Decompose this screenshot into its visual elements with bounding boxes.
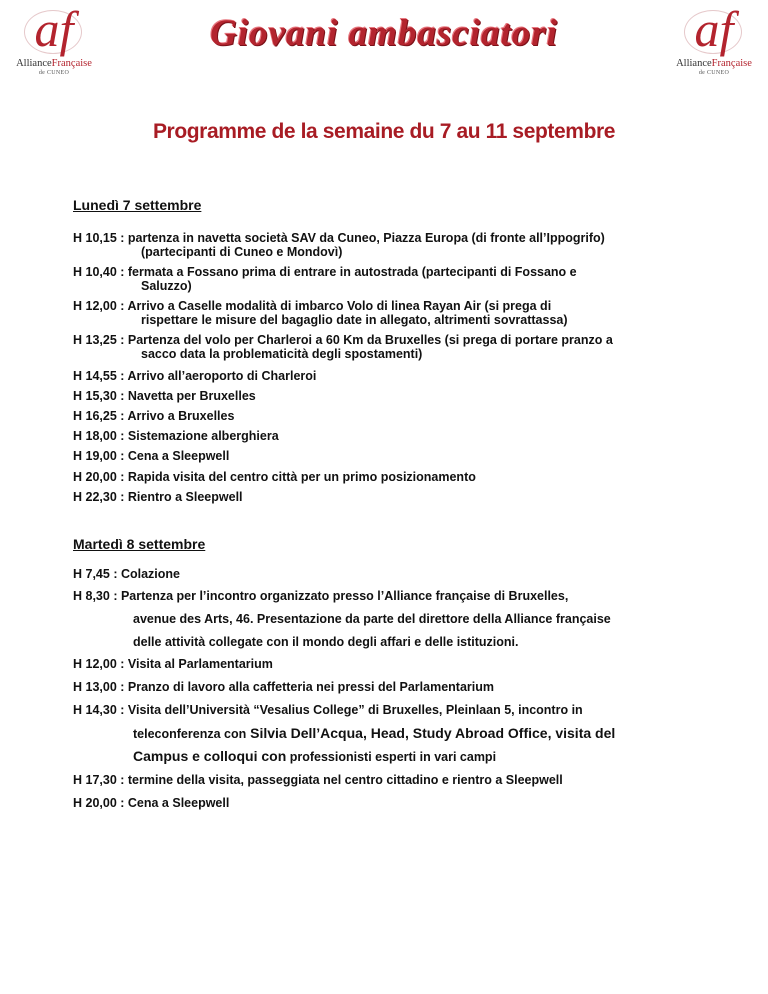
- schedule-entry: H 20,00 : Cena a Sleepwell: [73, 796, 230, 810]
- schedule-entry: H 19,00 : Cena a Sleepwell: [73, 449, 230, 463]
- schedule-entry: H 13,25 : Partenza del volo per Charleroi a 60 Km da Bruxelles (si prega di portare pranzo a: [73, 333, 613, 347]
- schedule-entry-cont: avenue des Arts, 46. Presentazione da parte del direttore della Alliance française: [133, 612, 611, 626]
- af-symbol: af: [34, 1, 74, 57]
- day-heading-monday: Lunedì 7 settembre: [73, 197, 202, 213]
- schedule-entry: H 22,30 : Rientro a Sleepwell: [73, 490, 243, 504]
- logo-city: de CUNEO: [698, 70, 730, 76]
- logo-brand: AllianceFrançaise: [676, 58, 752, 69]
- banner-title: Giovani ambasciatori: [210, 13, 558, 54]
- schedule-entry: H 15,30 : Navetta per Bruxelles: [73, 389, 256, 403]
- schedule-entry: H 14,30 : Visita dell’Università “Vesalius College” di Bruxelles, Pleinlaan 5, incontro in: [73, 703, 583, 717]
- logo-brand: AllianceFrançaise: [16, 58, 92, 69]
- schedule-entry: H 18,00 : Sistemazione alberghiera: [73, 429, 279, 443]
- schedule-entry: H 7,45 : Colazione: [73, 567, 180, 581]
- schedule-entry-cont: teleconferenza con Silvia Dell’Acqua, Head, Study Abroad Office, visita del: [133, 725, 616, 741]
- schedule-entry: H 14,55 : Arrivo all’aeroporto di Charleroi: [73, 369, 317, 383]
- schedule-entry: H 10,15 : partenza in navetta società SAV da Cuneo, Piazza Europa (di fronte all’Ippogrifo): [73, 231, 605, 245]
- schedule-entry-cont: Saluzzo): [141, 279, 192, 293]
- schedule-entry: H 10,40 : fermata a Fossano prima di entrare in autostrada (partecipanti di Fossano e: [73, 265, 577, 279]
- schedule-entry: H 8,30 : Partenza per l’incontro organizzato presso l’Alliance française di Bruxelles,: [73, 589, 569, 603]
- schedule-entry-cont: Campus e colloqui con professionisti esperti in vari campi: [133, 748, 497, 764]
- af-symbol: af: [694, 1, 734, 57]
- schedule-entry: H 13,00 : Pranzo di lavoro alla caffetteria nei pressi del Parlamentarium: [73, 680, 494, 694]
- schedule-entry: H 12,00 : Arrivo a Caselle modalità di imbarco Volo di linea Rayan Air (si prega di: [73, 299, 552, 313]
- schedule-entry: H 16,25 : Arrivo a Bruxelles: [73, 409, 235, 423]
- schedule-entry: H 20,00 : Rapida visita del centro città per un primo posizionamento: [73, 470, 476, 484]
- logo-city: de CUNEO: [38, 70, 70, 76]
- day-heading-tuesday: Martedì 8 settembre: [73, 536, 206, 552]
- program-title: Programme de la semaine du 7 au 11 septembre: [152, 120, 616, 143]
- schedule-entry-cont: rispettare le misure del bagaglio date in allegato, altrimenti sovrattassa): [141, 313, 568, 327]
- schedule-entry: H 17,30 : termine della visita, passeggiata nel centro cittadino e rientro a Sleepwell: [73, 773, 563, 787]
- schedule-entry-cont: sacco data la problematicità degli spostamenti): [141, 347, 423, 361]
- schedule-entry: H 12,00 : Visita al Parlamentarium: [73, 657, 273, 671]
- schedule-entry-cont: delle attività collegate con il mondo degli affari e delle istituzioni.: [133, 635, 519, 649]
- schedule-entry-cont: (partecipanti di Cuneo e Mondovì): [141, 245, 343, 259]
